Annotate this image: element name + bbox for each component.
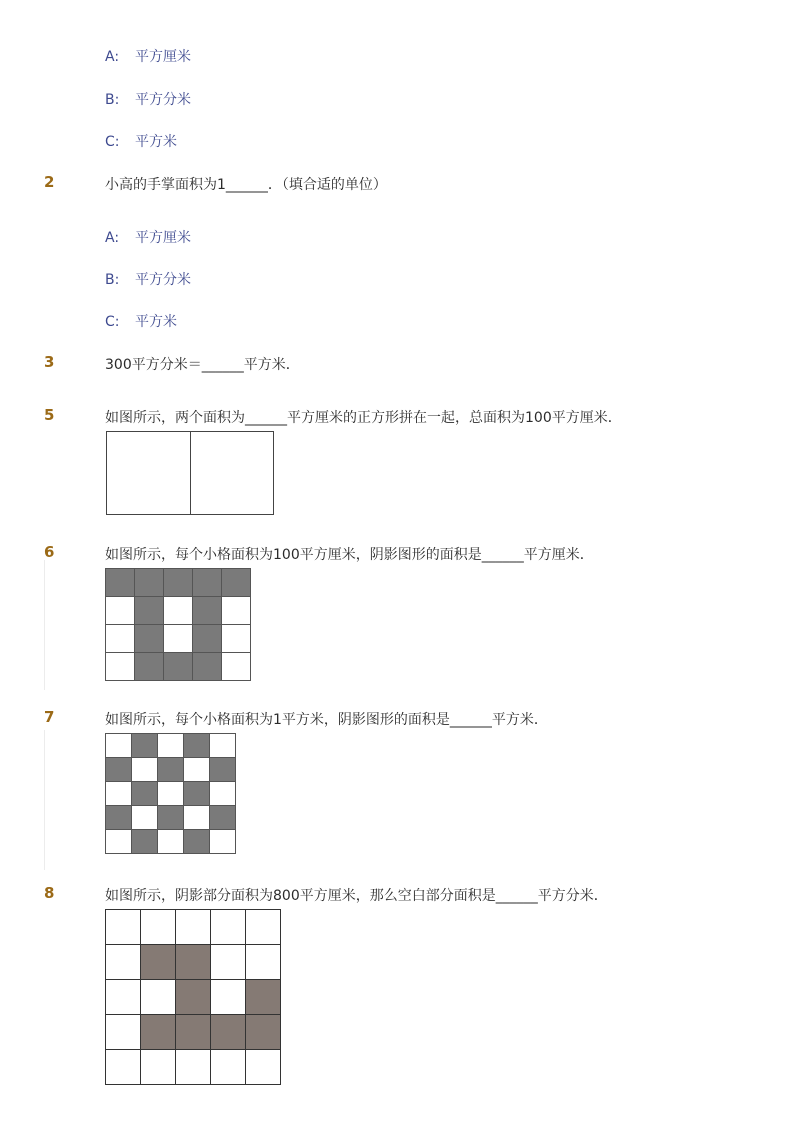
empty-cell [132, 806, 158, 830]
shaded-cell [141, 1015, 176, 1050]
option-key: A: [105, 230, 120, 246]
option-key: B: [105, 92, 120, 108]
empty-cell [106, 625, 135, 653]
question-text: 如图所示，两个面积为______平方厘米的正方形拼在一起，总面积为100平方厘米． [105, 410, 622, 426]
empty-cell [158, 734, 184, 758]
empty-cell [184, 806, 210, 830]
grid-row [106, 625, 251, 653]
question-text: 如图所示，每个小格面积为100平方厘米，阴影图形的面积是______平方厘米． [105, 547, 594, 563]
shaded-grid-figure [105, 909, 281, 1085]
shaded-cell [106, 758, 132, 782]
empty-cell [246, 945, 281, 980]
square-right [191, 432, 274, 514]
shaded-cell [210, 806, 236, 830]
option-text: 平方分米 [135, 92, 191, 108]
shaded-cell [193, 625, 222, 653]
q1-option-b[interactable] [105, 89, 191, 109]
two-squares-figure [106, 431, 274, 515]
grid-row [106, 1015, 281, 1050]
empty-cell [211, 910, 246, 945]
margin-rule [44, 560, 45, 690]
grid-row [106, 806, 236, 830]
shaded-cell [141, 945, 176, 980]
shaded-cell [158, 758, 184, 782]
shaded-cell [193, 569, 222, 597]
question-text: 300平方分米＝______平方米． [105, 357, 300, 373]
margin-rule [44, 730, 45, 870]
grid-row [106, 597, 251, 625]
shaded-cell [211, 1015, 246, 1050]
shaded-cell [106, 806, 132, 830]
empty-cell [176, 1050, 211, 1085]
empty-cell [132, 758, 158, 782]
shaded-cell [132, 830, 158, 854]
empty-cell [210, 782, 236, 806]
checkerboard-grid-figure [105, 733, 236, 854]
shaded-cell [176, 1015, 211, 1050]
square-left [107, 432, 191, 514]
empty-cell [211, 945, 246, 980]
option-text: 平方米 [135, 314, 177, 330]
question-number: 5 [44, 406, 55, 424]
question-text: 如图所示，每个小格面积为1平方米，阴影图形的面积是______平方米． [105, 712, 548, 728]
grid-row [106, 910, 281, 945]
shaded-cell [184, 782, 210, 806]
grid-row [106, 734, 236, 758]
question-number: 2 [44, 173, 55, 191]
grid-row [106, 782, 236, 806]
empty-cell [211, 980, 246, 1015]
shaded-cell [184, 830, 210, 854]
empty-cell [246, 910, 281, 945]
option-text: 平方分米 [135, 272, 191, 288]
q2-option-b[interactable] [105, 269, 191, 289]
empty-cell [141, 980, 176, 1015]
shaded-cell [184, 734, 210, 758]
empty-cell [106, 734, 132, 758]
empty-cell [106, 980, 141, 1015]
shaded-cell [222, 569, 251, 597]
shaded-cell [176, 945, 211, 980]
empty-cell [141, 1050, 176, 1085]
empty-cell [106, 945, 141, 980]
empty-cell [210, 830, 236, 854]
shaded-cell [193, 653, 222, 681]
empty-cell [222, 653, 251, 681]
option-text: 平方厘米 [135, 230, 191, 246]
q2-option-a[interactable] [105, 227, 191, 247]
empty-cell [210, 734, 236, 758]
empty-cell [164, 597, 193, 625]
option-text: 平方厘米 [135, 49, 191, 65]
question-number: 6 [44, 543, 55, 561]
q1-option-a[interactable] [105, 46, 191, 66]
option-key: C: [105, 314, 120, 330]
shaded-cell [158, 806, 184, 830]
question-text: 小高的手掌面积为1______．（填合适的单位） [105, 177, 387, 193]
q1-option-c[interactable] [105, 131, 177, 151]
shaded-cell [210, 758, 236, 782]
option-key: A: [105, 49, 120, 65]
grid-row [106, 830, 236, 854]
option-text: 平方米 [135, 134, 177, 150]
option-key: B: [105, 272, 120, 288]
question-text: 如图所示，阴影部分面积为800平方厘米，那么空白部分面积是______平方分米． [105, 888, 608, 904]
shaded-cell [164, 653, 193, 681]
grid-row [106, 1050, 281, 1085]
question-number: 7 [44, 708, 55, 726]
empty-cell [106, 597, 135, 625]
shaded-cell [135, 569, 164, 597]
empty-cell [158, 782, 184, 806]
shaded-grid-figure [105, 568, 251, 681]
empty-cell [176, 910, 211, 945]
empty-cell [106, 782, 132, 806]
empty-cell [184, 758, 210, 782]
option-key: C: [105, 134, 120, 150]
shaded-cell [176, 980, 211, 1015]
shaded-cell [132, 782, 158, 806]
empty-cell [222, 597, 251, 625]
empty-cell [106, 910, 141, 945]
shaded-cell [135, 597, 164, 625]
shaded-cell [106, 569, 135, 597]
empty-cell [246, 1050, 281, 1085]
empty-cell [106, 1050, 141, 1085]
empty-cell [141, 910, 176, 945]
grid-row [106, 569, 251, 597]
shaded-cell [132, 734, 158, 758]
grid-row [106, 980, 281, 1015]
empty-cell [164, 625, 193, 653]
empty-cell [211, 1050, 246, 1085]
empty-cell [222, 625, 251, 653]
shaded-cell [246, 980, 281, 1015]
empty-cell [106, 1015, 141, 1050]
empty-cell [106, 830, 132, 854]
question-number: 8 [44, 884, 55, 902]
shaded-cell [135, 625, 164, 653]
q2-option-c[interactable] [105, 311, 177, 331]
question-number: 3 [44, 353, 55, 371]
grid-row [106, 758, 236, 782]
shaded-cell [164, 569, 193, 597]
empty-cell [158, 830, 184, 854]
shaded-cell [246, 1015, 281, 1050]
shaded-cell [135, 653, 164, 681]
shaded-cell [193, 597, 222, 625]
empty-cell [106, 653, 135, 681]
grid-row [106, 653, 251, 681]
grid-row [106, 945, 281, 980]
